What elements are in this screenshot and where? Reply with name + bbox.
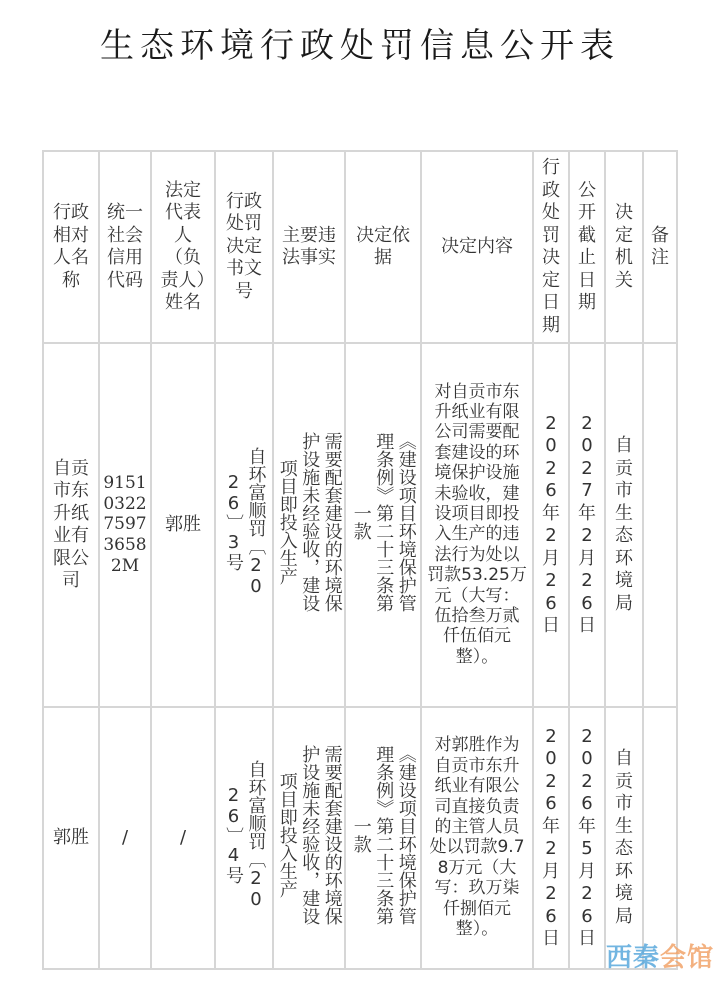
header-credit-code: 统一社会信用代码: [99, 151, 151, 343]
cell-remarks: [643, 707, 677, 969]
cell-basis: 《建设项目环境保护管理条例》第二十三条第一款: [345, 707, 421, 969]
header-legal-rep: 法定代表人（负责人）姓名: [151, 151, 215, 343]
cell-basis: 《建设项目环境保护管理条例》第二十三条第一款: [345, 343, 421, 707]
header-basis: 决定依据: [345, 151, 421, 343]
cell-facts: 需要配套建设的环境保护设施未经验收，建设项目即投入生产: [273, 343, 345, 707]
header-authority: 决定机关: [605, 151, 643, 343]
header-decision-date: 行政处罚决定日期: [533, 151, 569, 343]
watermark-logo: 西秦会馆: [605, 943, 714, 973]
cell-credit-code: /: [99, 707, 151, 969]
cell-expiry: 2027年2月26日: [569, 343, 605, 707]
cell-decision-date: 2026年2月26日: [533, 343, 569, 707]
cell-decision-date: 2026年2月26日: [533, 707, 569, 969]
cell-party: 郭胜: [43, 707, 99, 969]
cell-credit-code: 9151032275973658 2M: [99, 343, 151, 707]
page-title: 生态环境行政处罚信息公开表: [100, 26, 620, 66]
cell-expiry: 2026年5月26日: [569, 707, 605, 969]
cell-remarks: [643, 343, 677, 707]
cell-legal-rep: /: [151, 707, 215, 969]
cell-doc-no: 自环富顺罚〔2026〕3号: [215, 343, 273, 707]
cell-legal-rep: 郭胜: [151, 343, 215, 707]
penalty-info-table: [42, 150, 678, 970]
header-doc-no: 行政处罚决定书文号: [215, 151, 273, 343]
cell-doc-no: 自环富顺罚〔2026〕4号: [215, 707, 273, 969]
cell-facts: 需要配套建设的环境保护设施未经验收，建设项目即投入生产: [273, 707, 345, 969]
table-row: [43, 707, 677, 969]
cell-authority: 自贡市生态环境局: [605, 707, 643, 969]
header-content: 决定内容: [421, 151, 533, 343]
cell-authority: 自贡市生态环境局: [605, 343, 643, 707]
table-header-row: [43, 151, 677, 343]
header-facts: 主要违法事实: [273, 151, 345, 343]
header-expiry: 公开截止日期: [569, 151, 605, 343]
cell-content: 对自贡市东升纸业有限公司需要配套建设的环境保护设施未验收，建设项目即投入生产的违法行为处以罚款53.25万元（大写：伍拾叁万贰仟伍佰元整）。: [421, 343, 533, 707]
cell-party: 自贡市东升纸业有限公司: [43, 343, 99, 707]
table-row: [43, 343, 677, 707]
cell-content: 对郭胜作为自贡市东升纸业有限公司直接负责的主管人员处以罚款9.78万元（大写：玖万柒仟捌佰元整）。: [421, 707, 533, 969]
header-remarks: 备注: [643, 151, 677, 343]
header-party: 行政相对人名称: [43, 151, 99, 343]
